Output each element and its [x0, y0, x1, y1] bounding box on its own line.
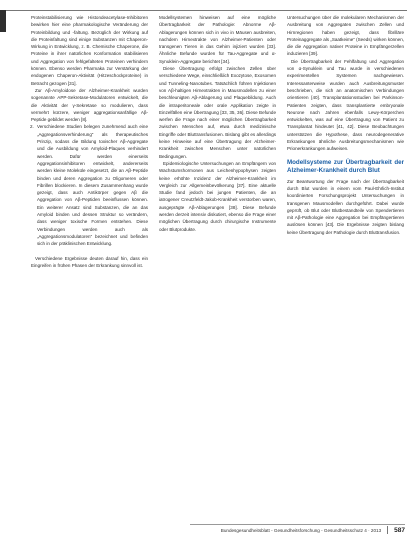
- page-footer: [0, 525, 405, 535]
- paragraph: Modellsystemen hinweisen auf eine mögliche Übertragbarkeit der Pathologie: Abnorme Aβ-Ablagerungen können sich in vivo in Mäusen ausbreiten, nachdem Hirnextrakte von Alzheimer-Patienten oder transgenen Tieren in das Gehirn injiziert wurden [33]. Ähnliche Befunde wurden für Tau-Aggregate und α-Synuklein-Aggregate berichtet [34].: [159, 15, 276, 64]
- paragraph: Diese Übertragung erfolgt zwischen Zellen über verschiedene Wege, einschließlich Exozytose, Exosomen und Tunneling-Nanotubes. Tatsächlich führen Injektionen von Aβ-haltigen Hirnextrakten in Mausmodellen zu einer beschleunigten Aβ-Ablagerung und Plaquebildung. Auch die intraperitoneale oder orale Applikation zeigte in Einzelfällen eine Übertragung [33, 35, 36]. Diese Befunde werfen die Frage nach einer möglichen Übertragbarkeit zwischen Menschen auf, etwa durch medizinische Eingriffe oder Bluttransfusionen. Bislang gibt es allerdings keine Hinweise auf eine Übertragung der Alzheimer-Krankheit zwischen Menschen unter natürlichen Bedingungen.: [159, 66, 276, 159]
- paragraph: Zur Beantwortung der Frage nach der Übertragbarkeit durch Blut wurden in einem vom Paul-Ehrlich-Institut koordinierten Forschungsprojekt Untersuchungen in transgenen Mausmodellen durchgeführt. Dabei wurde geprüft, ob Blut oder Blutbestandteile von Spendertieren mit Aβ-Pathologie eine Aggregation bei Empfängertieren auslösen können [43]. Die Ergebnisse zeigten bislang keine Übertragung der Pathologie durch Bluttransfusion.: [287, 178, 404, 235]
- list-item: 2. Verschiedene Studien belegen zunehmend auch eine „Aggregationsverhinderung“ als therapeutisches Prinzip, sodass die Bildung toxischer Aβ-Aggregate und die Ausbildung von Amyloid-Plaques verhindert werden. Dafür werden einerseits Aggregationsinhibitoren entwickelt, andererseits werden kleine Moleküle eingesetzt, die an Aβ-Peptide binden und deren Aggregation zu Oligomeren oder Fibrillen blockieren. In diesem Zusammenhang wurde gezeigt, dass auch Antikörper gegen Aβ die Aggregation von Aβ-Peptiden beeinflussen können. Ein weiterer Ansatz sind Substanzen, die an das Amyloid binden und dessen Struktur so verändern, dass weniger toxische Formen entstehen. Diese Verbindungen werden auch als „Aggregationsmodulatoren“ bezeichnet und befinden sich in der präklinischen Entwicklung.: [37, 123, 148, 247]
- paragraph: Die Übertragbarkeit der Fehlfaltung und Aggregation von α-Synuklein und Tau wurde in verschiedenen experimentellen Systemen nachgewiesen. Interessanterweise wurden auch Ausbreitungsmuster beschrieben, die sich an anatomischen Verbindungen orientieren [40]. Transplantationsstudien bei Parkinson-Patienten zeigten, dass transplantierte embryonale Neurone nach Jahren ebenfalls Lewy-Körperchen entwickelten, was auf eine Übertragung von Patient zu Transplantat hindeutet [41, 42]. Diese Beobachtungen unterstützen die Hypothese, dass neurodegenerative Erkrankungen ähnliche Ausbreitungsmechanismen wie Prionerkrankungen aufweisen.: [287, 58, 404, 152]
- footer-divider: [387, 526, 388, 534]
- column-right: [287, 14, 404, 526]
- paragraph: Epidemiologische Untersuchungen an Empfängern von Wachstumshormonen aus Leichenhypophysen zeigten keine erhöhte Inzidenz der Alzheimer-Krankheit im Vergleich zur Allgemeinbevölkerung [37]. Eine aktuelle Studie fand jedoch bei jungen Patienten, die an iatrogener Creutzfeldt-Jakob-Krankheit verstorben waren, ausgeprägte Aβ-Ablagerungen [38]. Diese Befunde werden derzeit intensiv diskutiert, ebenso die Frage einer möglichen Übertragung durch chirurgische Instrumente oder Blutprodukte.: [159, 160, 276, 232]
- numbered-list: [31, 123, 148, 247]
- paragraph: Untersuchungen über die molekularen Mechanismen der Ausbreitung von Aggregaten zwischen Zellen und Hirnregionen haben gezeigt, dass fibrilläre Proteinaggregate als „Saatkeime“ (Seeds) wirken können, die die Aggregation nativer Proteine in Empfängerzellen induzieren [39].: [287, 15, 404, 57]
- column-middle: [159, 14, 276, 526]
- article-body: [31, 14, 404, 526]
- section-heading: Modellsysteme zur Übertragbarkeit der Alzheimer-Krankheit durch Blut: [287, 158, 404, 174]
- top-rule: [6, 10, 407, 11]
- paragraph: Verschiedene Ergebnisse deuten darauf hin, dass ein Eingreifen in frühen Phasen der Erkrankung sinnvoll ist.: [31, 255, 148, 268]
- paragraph: Zur Aβ-Amyloidose der Alzheimer-Krankheit wurden sogenannte APP-Sekretase-Modulatoren entwickelt, die die Aktivität der γ-Sekretase so modulieren, dass vermehrt kürzere, weniger aggregationsanfällige Aβ-Peptide gebildet werden [8].: [31, 87, 148, 123]
- page-number: 587: [394, 526, 405, 534]
- column-left: [31, 14, 148, 526]
- paragraph: Proteinstabilisierung wie Histondeacetylase-Inhibitoren bewirken hier eine pharmakologische Veränderung der Proteinbildung und -faltung. Bezüglich der Wirkung auf die Proteinfaltung sind einige Substanzen mit Chaperon-Wirkung in Entwicklung, z. B. Chemische Chaperone, die Proteine in ihrer natürlichen Konformation stabilisieren und Aggregation von fehlgefalteten Proteinen verhindern können. Ebenso werden Pharmaka zur Verstärkung der endogenen Chaperon-Aktivität (Hitzeschockproteine) in Betracht gezogen [31].: [31, 15, 148, 86]
- section-tab-marker: [0, 10, 6, 32]
- journal-citation: Bundesgesundheitsblatt - Gesundheitsforschung - Gesundheitsschutz 4 · 2013: [220, 527, 382, 533]
